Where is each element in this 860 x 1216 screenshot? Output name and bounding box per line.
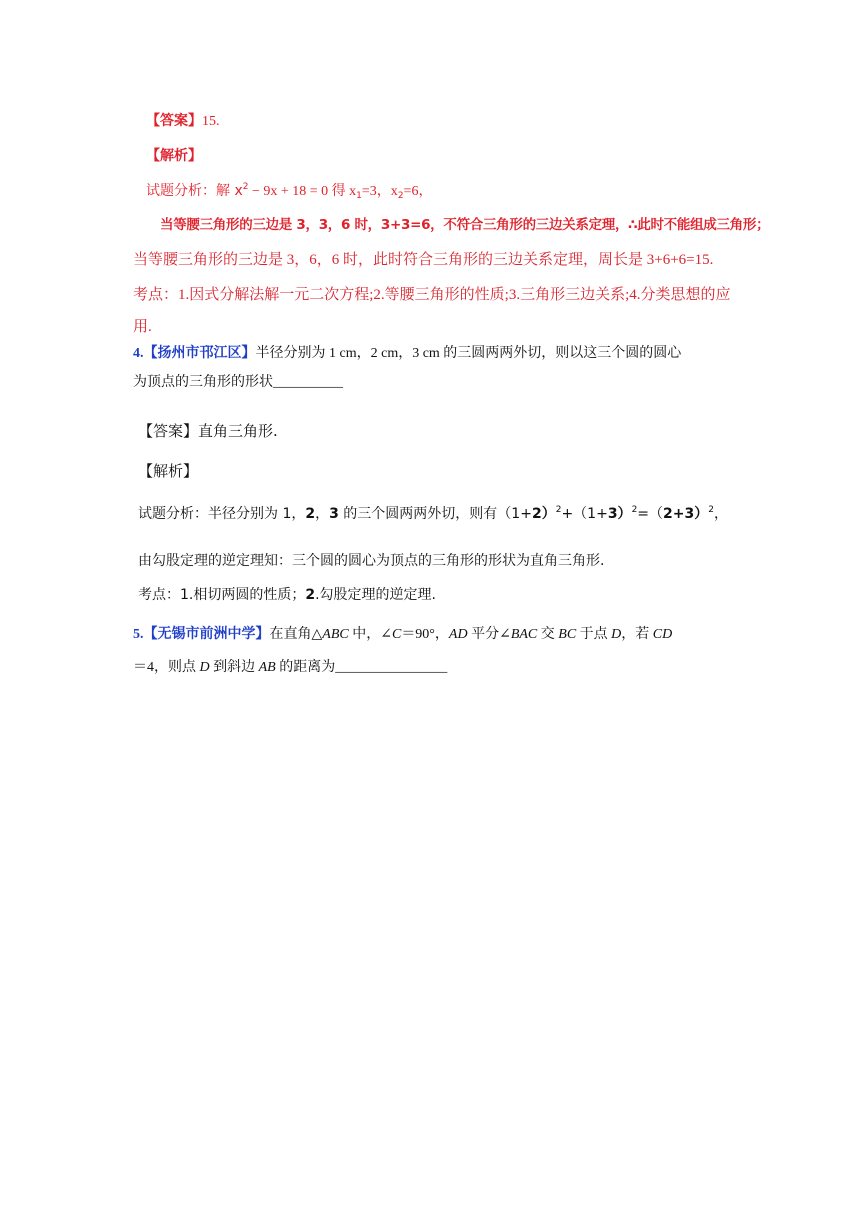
q4-analysis-line2: 由勾股定理的逆定理知：三个圆的圆心为顶点的三角形的形状为直角三角形. — [138, 553, 605, 569]
q4-a1-pre: 试题分析：半径分别为 1， — [138, 506, 306, 522]
q3-analysis-label: 【解析】 — [146, 148, 202, 164]
q4-a1-b3: 3 — [329, 506, 339, 522]
q5-s1-bc: BC — [558, 627, 577, 642]
q4-analysis-line1 — [138, 503, 728, 523]
q3-answer-value: 15. — [202, 114, 220, 129]
q5-s2-ab: AB — [258, 660, 276, 675]
q5-s1-bac: BAC — [510, 627, 538, 642]
q5-s1g: 于点 — [576, 627, 612, 642]
q5-s1-cd: CD — [652, 627, 673, 642]
q5-s2a: ＝4，则点 — [133, 660, 200, 675]
q5-s1a: 在直角△ — [269, 627, 323, 642]
q5-s1b: 中，∠ — [348, 627, 392, 642]
q4-a1-mid2: 的三个圆两两外切，则有（1+ — [338, 506, 532, 522]
q3-analysis-line3: 当等腰三角形的三边是 3，6，6 时，此时符合三角形的三边关系定理，周长是 3+6+6=15. — [133, 252, 714, 268]
q3-line1-sub1: 1 — [356, 191, 362, 201]
q3-answer-label: 【答案】 — [146, 113, 202, 129]
q5-stem-line1 — [133, 623, 672, 643]
q4-source: 【扬州市邗江区】 — [143, 346, 256, 361]
q4-analysis-line3 — [138, 584, 436, 604]
q4-analysis-label: 【解析】 — [138, 462, 199, 480]
q4-a1-s3: 2 — [708, 505, 714, 515]
q4-a3-pre: 考点：1.相切两圆的性质； — [138, 587, 306, 603]
q4-a1-plus: +（1+ — [561, 506, 608, 522]
q3-answer-row — [146, 110, 220, 130]
q3-line1-sup: 2 — [242, 182, 249, 192]
q4-a1-d: 3） — [607, 506, 632, 522]
q5-s1-c: C — [391, 627, 402, 642]
q4-a3-b: 2 — [305, 587, 316, 603]
q5-s2-d: D — [199, 660, 210, 675]
q4-a1-c: 2） — [531, 506, 556, 522]
q5-s1-ad: AD — [448, 627, 468, 642]
q4-stem1: 半径分别为 1 cm，2 cm，3 cm 的三圆两两外切，则以这三个圆的圆心 — [255, 346, 682, 361]
q5-s1d: ＝90°， — [401, 627, 449, 642]
q3-line1-eq: − 9x + 18 = 0 得 x — [248, 184, 357, 199]
q3-line1-end: =6， — [403, 184, 433, 199]
q4-a1-e: 2+3） — [663, 506, 709, 522]
q4-a1-end: ， — [713, 506, 728, 522]
q3-analysis-line2: 当等腰三角形的三边是 3，3，6 时，3+3=6，不符合三角形的三边关系定理，∴此时不能组成三角形； — [160, 217, 770, 233]
q5-s1f: 交 — [537, 627, 559, 642]
q5-stem-line2 — [133, 656, 447, 676]
q4-answer: 【答案】直角三角形. — [138, 422, 278, 440]
q3-analysis-line1 — [146, 180, 432, 201]
q3-analysis-line5: 用. — [133, 319, 152, 335]
q4-stem-line1 — [133, 342, 681, 362]
q3-line1-mid: =3，x — [361, 184, 398, 199]
q4-a1-b2: 2 — [305, 506, 316, 522]
q3-analysis-line4: 考点：1.因式分解法解一元二次方程;2.等腰三角形的性质;3.三角形三边关系;4.分类思想的应 — [133, 287, 731, 303]
q5-source: 【无锡市前洲中学】 — [143, 627, 270, 642]
q4-number: 4. — [133, 346, 144, 361]
q4-a1-s2: 2 — [631, 505, 638, 515]
q3-line1-sub2: 2 — [397, 191, 404, 201]
q4-a3-end: .勾股定理的逆定理. — [315, 587, 437, 603]
q3-line1-pre: 试题分析：解 x — [146, 183, 243, 199]
q5-s1-abc: ABC — [322, 627, 349, 642]
q4-a1-eq: =（ — [637, 506, 664, 522]
q5-s1h: ，若 — [621, 627, 653, 642]
q5-s1e: 平分∠ — [467, 627, 511, 642]
q5-s1-d: D — [611, 627, 622, 642]
q4-a1-mid1: ， — [315, 506, 330, 522]
q5-s2c: 的距离为________________ — [275, 660, 448, 675]
q4-a1-s1: 2 — [555, 505, 562, 515]
q4-stem-line2: 为顶点的三角形的形状__________ — [133, 375, 343, 390]
q5-s2b: 到斜边 — [209, 660, 259, 675]
q5-number: 5. — [133, 627, 144, 642]
